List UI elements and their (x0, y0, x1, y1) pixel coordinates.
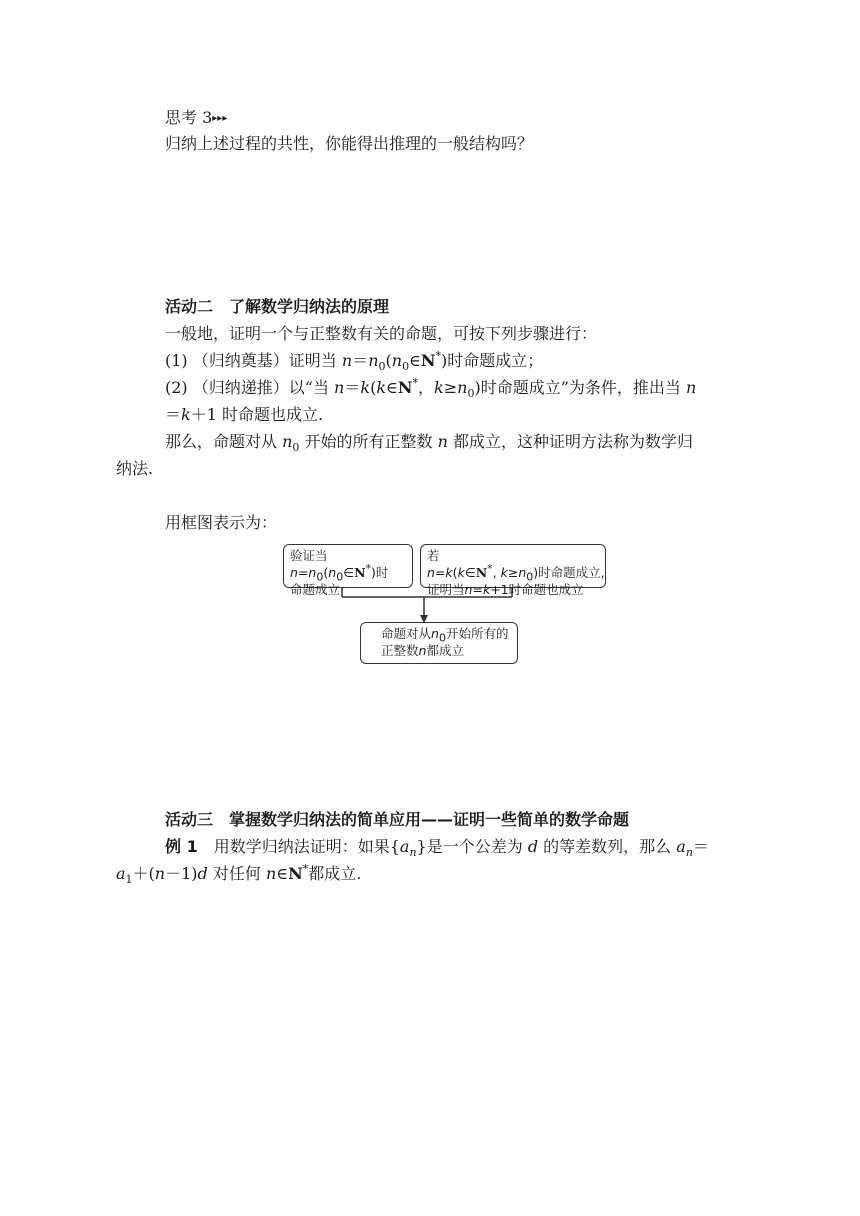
flowchart-box-conclusion (360, 622, 518, 664)
activity2-conclusion-cont: 纳法. (116, 459, 154, 478)
natural-set: N (288, 864, 303, 883)
element-of: ∈ (386, 378, 398, 397)
example-text: 的等差数列，那么 (538, 837, 677, 856)
var-n0: n (328, 565, 337, 580)
sub-0: 0 (402, 360, 410, 374)
element-of: ∈ (276, 864, 289, 883)
comma: ， (418, 378, 435, 397)
step1-label: （归纳奠基）证明当 (192, 351, 342, 370)
sub-0: 0 (438, 631, 446, 645)
plus-paren: ＋( (132, 864, 155, 883)
var-k: k (482, 582, 491, 597)
box3-line1 (381, 625, 511, 645)
var-k: k (181, 405, 191, 424)
example-text: 用数学归纳法证明：如果{ (197, 837, 400, 856)
step2-rest: 时命题成立”为条件，推出当 (480, 378, 686, 397)
var-n0: n (391, 351, 403, 370)
star: * (365, 561, 372, 575)
geq: ≥ (443, 378, 458, 397)
var-n0: n (308, 565, 317, 580)
box2-text: 证明当 (427, 582, 465, 597)
triple-arrow-icon: ▸▸▸ (212, 113, 228, 124)
var-n: n (341, 351, 353, 370)
example-label: 例 1 (165, 837, 198, 856)
var-k: k (376, 378, 387, 397)
var-d: d (527, 837, 539, 856)
equals: = (472, 582, 483, 597)
box3-text: 开始所有的 (445, 626, 509, 641)
var-a: a (676, 837, 686, 856)
sub-0: 0 (378, 360, 386, 374)
var-d: d (197, 864, 208, 883)
var-n0: n (518, 565, 527, 580)
box3-text: 命题对从 (381, 626, 432, 641)
var-k: k (500, 565, 508, 580)
conclusion-part1: 那么，命题对从 (165, 432, 283, 451)
var-n: n (427, 565, 435, 580)
step1-rest: 时命题成立； (447, 351, 544, 370)
box2-text-end: )时命题成立, (533, 565, 605, 580)
var-n: n (464, 582, 473, 597)
element-of: ∈ (409, 351, 421, 370)
example-text-end: 都成立. (308, 864, 362, 883)
box1-line2: 命题成立 (290, 582, 341, 597)
conclusion-part2: 开始的所有正整数 (299, 432, 438, 451)
var-a: a (116, 864, 126, 883)
natural-set: N (397, 378, 413, 397)
var-n: n (290, 565, 298, 580)
flowchart-box-base (283, 544, 413, 597)
equals: ＝ (344, 378, 361, 397)
var-n0: n (431, 626, 439, 641)
activity2-title: 活动二 了解数学归纳法的原理 (165, 297, 390, 316)
step1-number: (1) (165, 351, 188, 370)
paren: ( (385, 351, 392, 370)
paren: ) (474, 378, 481, 397)
natural-set: N (420, 351, 436, 370)
box1-line1 (290, 547, 406, 584)
box2-text-end: +1时命题也成立 (490, 582, 584, 597)
geq: ≥ (507, 565, 519, 580)
sub-0: 0 (526, 570, 534, 584)
paren: ( (370, 378, 377, 397)
sub-n: n (409, 846, 417, 860)
element-of: ∈ (464, 565, 476, 580)
var-n: n (685, 378, 697, 397)
equals: = (297, 565, 309, 580)
star: * (487, 561, 493, 575)
sub-1: 1 (125, 873, 133, 887)
paren: ( (323, 565, 329, 580)
conclusion-part3: 都成立，这种证明方法称为数学归 (447, 432, 693, 451)
box1-text-end: )时 (371, 565, 389, 580)
activity3-title: 活动三 掌握数学归纳法的简单应用——证明一些简单的数学命题 (165, 810, 630, 829)
box1-text: 验证当 (290, 548, 328, 563)
var-n0: n (368, 351, 379, 370)
sub-0: 0 (292, 441, 300, 455)
var-n: n (265, 864, 277, 883)
natural-set: N (354, 565, 366, 580)
equals: ＝ (352, 351, 369, 370)
box3-text: 都成立 (426, 643, 464, 658)
star: * (435, 349, 442, 363)
var-k: k (445, 565, 453, 580)
step2-number: (2) (165, 378, 188, 397)
flow-intro: 用框图表示为： (165, 513, 278, 532)
thinking-question: 归纳上述过程的共性，你能得出推理的一般结构吗？ (165, 134, 534, 153)
box3-line2 (381, 642, 511, 659)
element-of: ∈ (343, 565, 355, 580)
var-k: k (457, 565, 465, 580)
var-n0: n (282, 432, 293, 451)
step2-rest2: ＋1 时命题也成立. (190, 405, 324, 424)
sub-0: 0 (316, 570, 324, 584)
paren: ( (452, 565, 458, 580)
var-n: n (154, 864, 166, 883)
star: * (302, 862, 309, 876)
var-n0: n (457, 378, 468, 397)
paren: ) (441, 351, 448, 370)
step2-label: （归纳递推）以“当 (192, 378, 335, 397)
minus-one: －1) (165, 864, 198, 883)
var-k: k (434, 378, 444, 397)
box2-line2 (427, 581, 599, 598)
example1-line2 (116, 862, 362, 887)
box2-text: 若 (427, 548, 440, 563)
comma: , (492, 565, 501, 580)
var-k: k (360, 378, 371, 397)
box2-line1 (427, 547, 605, 584)
var-n: n (437, 432, 448, 451)
activity2-intro: 一般地，证明一个与正整数有关的命题，可按下列步骤进行： (165, 324, 598, 343)
equals: ＝ (165, 405, 182, 424)
equals: ＝ (692, 837, 709, 856)
thinking-heading-text: 思考 3 (165, 108, 213, 127)
flowchart-box-step (420, 544, 606, 597)
var-n: n (418, 643, 427, 658)
var-n: n (334, 378, 345, 397)
example1-line1 (165, 837, 709, 860)
example-text: 对任何 (207, 864, 266, 883)
star: * (412, 376, 418, 390)
var-a: a (399, 837, 410, 856)
natural-set: N (475, 565, 488, 580)
sub-0: 0 (336, 570, 344, 584)
sub-n: n (685, 846, 693, 860)
sub-0: 0 (467, 387, 475, 401)
example-text: }是一个公差为 (416, 837, 528, 856)
box3-text: 正整数 (381, 643, 419, 658)
equals: = (434, 565, 446, 580)
